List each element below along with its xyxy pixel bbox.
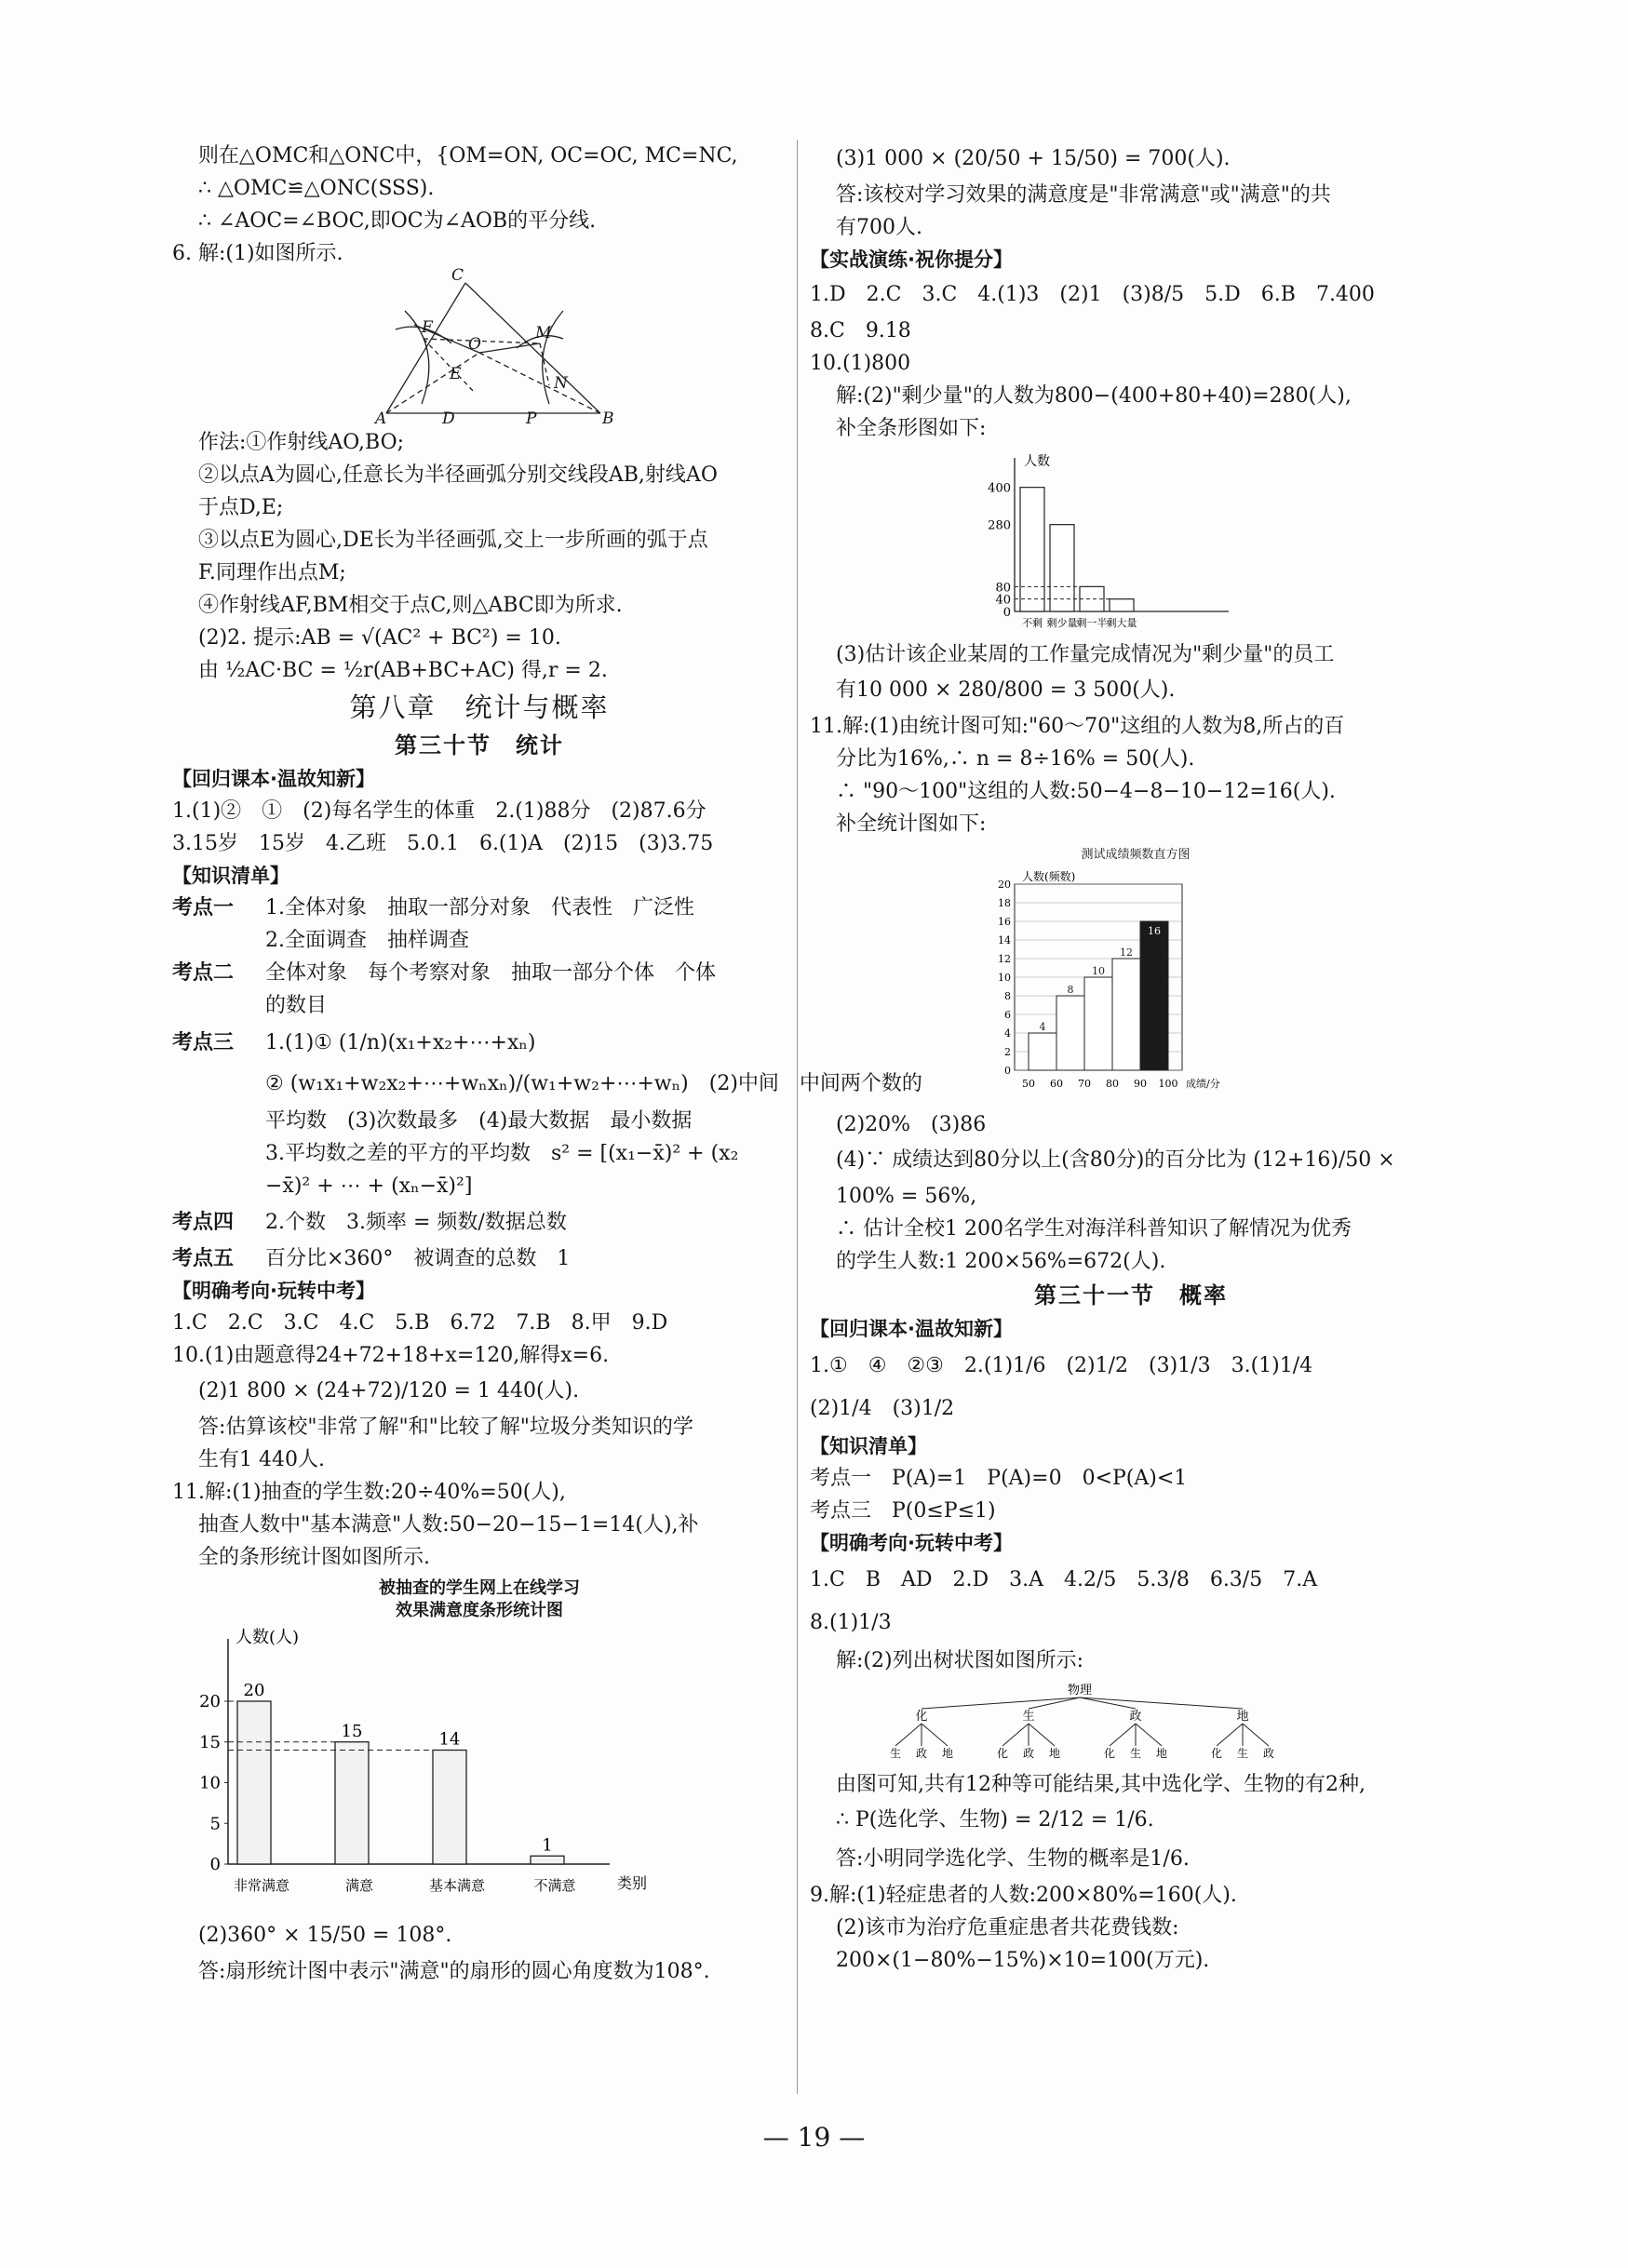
tree-leaf: 生 — [1236, 1747, 1249, 1760]
x-tick-label: 非常满意 — [233, 1877, 290, 1894]
text-line: 100% = 56%, — [836, 1185, 977, 1208]
point-label-d: D — [442, 409, 455, 428]
kp-line — [172, 1170, 787, 1202]
section-tag: 【实战演练·祝你提分】 — [810, 248, 1013, 271]
kp-text: 2.个数 3.频率 = 频数/数据总数 — [265, 1211, 567, 1234]
point-label-a: A — [375, 409, 387, 428]
chart-title: 测试成绩频数直方图 — [1081, 848, 1191, 862]
tree-svg — [810, 1681, 1452, 1765]
text-line: 8.(1)1/3 — [810, 1611, 892, 1634]
text-line: 作法:①作射线AO,BO; — [198, 431, 405, 454]
y-tick-label: 12 — [998, 953, 1011, 965]
y-tick-label: 280 — [988, 518, 1011, 533]
kp-text: 的数目 — [265, 994, 328, 1017]
y-tick-label: 15 — [199, 1732, 221, 1752]
chapter-title: 第八章 统计与概率 — [349, 691, 610, 723]
text-line: F.同理作出点M; — [198, 561, 346, 584]
text-line: 10.(1)由题意得24+72+18+x=120,解得x=6. — [172, 1344, 610, 1367]
text-line: ④作射线AF,BM相交于点C,则△ABC即为所求. — [198, 594, 623, 617]
text-line: ∴ ∠AOC=∠BOC,即OC为∠AOB的平分线. — [198, 209, 597, 233]
data-label: 16 — [1148, 925, 1161, 937]
tree-leaf: 化 — [996, 1747, 1009, 1760]
data-label: 4 — [1039, 1021, 1046, 1033]
chart-title: 被抽查的学生网上在线学习 效果满意度条形统计图 — [379, 1578, 580, 1620]
y-tick-label: 40 — [995, 593, 1011, 608]
section-tag: 【知识清单】 — [810, 1435, 927, 1457]
kp-line — [172, 892, 787, 924]
x-tick-label: 不剩 — [1022, 617, 1043, 629]
text-line: ∴ △OMC≌△ONC(SSS). — [198, 177, 435, 200]
bar — [1020, 488, 1044, 611]
data-label: 12 — [1120, 946, 1133, 959]
kp-text: 3.平均数之差的平方的平均数 s² = [(x₁−x̄)² + (x₂ — [265, 1142, 739, 1165]
text-line: 全的条形统计图如图所示. — [198, 1546, 430, 1569]
data-label: 10 — [1092, 965, 1105, 977]
text-line: 由 ½AC·BC = ½r(AB+BC+AC) 得,r = 2. — [198, 659, 608, 682]
y-axis-label: 人数 — [1024, 454, 1050, 469]
text-line: 1.C B AD 2.D 3.A 4.2/5 5.3/8 6.3/5 7.A — [810, 1568, 1318, 1591]
text-line: 有10 000 × 280/800 = 3 500(人). — [836, 678, 1176, 702]
text-line: 1.C 2.C 3.C 4.C 5.B 6.72 7.B 8.甲 9.D — [172, 1311, 668, 1335]
text-line: 解:(2)列出树状图如图所示: — [836, 1649, 1083, 1672]
bar — [433, 1751, 466, 1865]
bar — [335, 1742, 369, 1864]
tree-edge — [1136, 1724, 1162, 1746]
text-line: 由图可知,共有12种等可能结果,其中选化学、生物的有2种, — [836, 1773, 1366, 1796]
text-line: (2)1 800 × (24+72)/120 = 1 440(人). — [198, 1379, 580, 1402]
kp-line — [172, 1022, 787, 1064]
text-line: 1.① ④ ②③ 2.(1)1/6 (2)1/2 (3)1/3 3.(1)1/4 — [810, 1354, 1313, 1377]
y-tick-label: 16 — [998, 916, 1011, 928]
tree-edge — [922, 1724, 948, 1746]
chart3-svg — [810, 861, 1452, 1103]
text-line: ∴ "90～100"这组的人数:50−4−8−10−12=16(人). — [836, 780, 1336, 803]
kp-line — [172, 989, 787, 1022]
section-tag: 【明确考向·玩转中考】 — [172, 1280, 375, 1302]
satisfaction-bar-chart — [172, 1577, 787, 1912]
section-tag: 【回归课本·温故知新】 — [172, 768, 375, 790]
x-tick-label: 不满意 — [533, 1877, 576, 1894]
point-label-c: C — [451, 266, 464, 285]
tree-leaf: 化 — [1103, 1747, 1116, 1760]
y-tick-label: 4 — [1004, 1027, 1011, 1040]
tree-edge — [1029, 1724, 1055, 1746]
point-label-f: F — [422, 318, 433, 337]
y-tick-label: 20 — [998, 879, 1011, 891]
tree-root: 物理 — [1067, 1684, 1093, 1698]
kp-key: 考点三 — [172, 1030, 235, 1054]
text-line: 的学生人数:1 200×56%=672(人). — [836, 1250, 1166, 1273]
tree-edge — [1002, 1724, 1029, 1746]
kp-text: 全体对象 每个考察对象 抽取一部分个体 个体 — [265, 961, 717, 985]
text-line: 9.解:(1)轻症患者的人数:200×80%=160(人). — [810, 1884, 1237, 1907]
text-line: (2)该市为治疗危重症患者共花费钱数: — [836, 1916, 1179, 1939]
text-line: (3)1 000 × (20/50 + 15/50) = 700(人). — [836, 147, 1231, 170]
kp-line — [172, 1202, 787, 1242]
tree-leaf: 地 — [1048, 1747, 1061, 1760]
tree-leaf: 地 — [1155, 1747, 1168, 1760]
bar — [1110, 599, 1134, 611]
data-label: 20 — [243, 1681, 265, 1700]
kp-line — [172, 957, 787, 989]
kp-line — [172, 924, 787, 957]
data-label: 14 — [438, 1729, 461, 1750]
kp-key: 考点五 — [172, 1246, 235, 1270]
y-tick-label: 14 — [998, 934, 1011, 946]
tree-edge — [895, 1724, 922, 1746]
histogram-bar — [1056, 996, 1084, 1070]
text-line: 11.解:(1)抽查的学生数:20÷40%=50(人), — [172, 1481, 566, 1504]
y-tick-label: 8 — [1004, 990, 1011, 1002]
text-line: 答:扇形统计图中表示"满意"的扇形的圆心角度数为108°. — [198, 1960, 710, 1983]
score-histogram — [810, 844, 1452, 1105]
tree-edge — [1243, 1724, 1269, 1746]
x-axis-label: 成绩/分 — [1186, 1078, 1220, 1090]
y-tick-label: 5 — [209, 1814, 221, 1834]
tree-leaf: 政 — [1262, 1747, 1275, 1760]
x-tick-label: 60 — [1050, 1078, 1063, 1090]
text-line: 解:(2)"剩少量"的人数为800−(400+80+40)=280(人), — [836, 384, 1352, 408]
x-tick-label: 80 — [1106, 1078, 1119, 1090]
data-label: 1 — [542, 1835, 553, 1856]
section-title: 第三十节 统计 — [395, 732, 564, 758]
text-line: 于点D,E; — [198, 496, 284, 519]
text-line: 考点三 P(0≤P≤1) — [810, 1499, 996, 1523]
y-tick-label: 10 — [199, 1773, 221, 1793]
text-line: 答:估算该校"非常了解"和"比较了解"垃圾分类知识的学 — [198, 1416, 693, 1439]
y-tick-label: 2 — [1004, 1046, 1011, 1058]
tree-leaf: 生 — [1129, 1747, 1142, 1760]
y-axis-label: 人数(频数) — [1022, 870, 1076, 883]
workload-bar-chart — [810, 449, 1452, 635]
text-line: 1.(1)② ① (2)每名学生的体重 2.(1)88分 (2)87.6分 — [172, 799, 706, 823]
y-axis-label: 人数(人) — [235, 1628, 300, 1647]
x-tick-label: 50 — [1022, 1078, 1035, 1090]
text-line: 抽查人数中"基本满意"人数:50−20−15−1=14(人),补 — [198, 1513, 699, 1537]
tree-leaf: 政 — [1022, 1747, 1035, 1760]
text-line: 有700人. — [836, 216, 922, 239]
tree-branch: 政 — [1129, 1710, 1142, 1724]
kp-line — [172, 1064, 922, 1105]
x-tick-label: 100 — [1158, 1078, 1178, 1090]
y-tick-label: 0 — [1004, 1065, 1011, 1077]
kp-text: −x̄)² + ⋯ + (xₙ−x̄)²] — [265, 1174, 473, 1198]
text-line: 补全统计图如下: — [836, 812, 987, 836]
tree-leaf: 政 — [915, 1747, 928, 1760]
text-line: (4)∵ 成绩达到80分以上(含80分)的百分比为 (12+16)/50 × — [836, 1148, 1395, 1172]
x-tick-label: 满意 — [344, 1877, 374, 1894]
text-line: ③以点E为圆心,DE长为半径画弧,交上一步所画的弧于点 — [198, 529, 708, 552]
kp-text: 1.(1)① (1/n)(x₁+x₂+⋯+xₙ) — [265, 1031, 536, 1054]
kp-text: 1.全体对象 抽取一部分对象 代表性 广泛性 — [265, 896, 694, 919]
kp-key: 考点四 — [172, 1210, 235, 1234]
kp-key: 考点一 — [172, 895, 235, 919]
x-axis-label: 类别 — [617, 1874, 648, 1892]
y-tick-label: 80 — [995, 581, 1011, 596]
text-line: (3)估计该企业某周的工作量完成情况为"剩少量"的员工 — [836, 643, 1335, 666]
y-tick-label: 10 — [998, 972, 1011, 984]
kp-line — [172, 1242, 787, 1275]
text-line: 补全条形图如下: — [836, 417, 987, 440]
text-line: 8.C 9.18 — [810, 319, 911, 342]
text-line: 6. 解:(1)如图所示. — [172, 242, 343, 265]
text-line: ∴ 估计全校1 200名学生对海洋科普知识了解情况为优秀 — [836, 1217, 1352, 1241]
y-tick-label: 0 — [209, 1855, 221, 1874]
text-line: 考点一 P(A)=1 P(A)=0 0<P(A)<1 — [810, 1467, 1188, 1490]
bar — [531, 1856, 564, 1864]
data-label: 8 — [1067, 984, 1074, 996]
x-tick-label: 基本满意 — [428, 1877, 486, 1894]
tree-diagram — [810, 1681, 1452, 1765]
text-line: 3.15岁 15岁 4.乙班 5.0.1 6.(1)A (2)15 (3)3.75 — [172, 832, 714, 855]
tree-edge — [1110, 1724, 1136, 1746]
x-tick-label: 剩一半 — [1076, 617, 1108, 629]
histogram-bar — [1112, 959, 1140, 1070]
point-label-p: P — [526, 409, 537, 428]
tree-branch: 化 — [915, 1710, 928, 1724]
text-line: 11.解:(1)由统计图可知:"60～70"这组的人数为8,所占的百 — [810, 715, 1345, 738]
text-line: 答:小明同学选化学、生物的概率是1/6. — [836, 1847, 1190, 1871]
point-label-b: B — [602, 409, 614, 428]
kp-line — [172, 1137, 787, 1170]
text-line: 10.(1)800 — [810, 352, 911, 375]
section-tag: 【明确考向·玩转中考】 — [810, 1532, 1013, 1554]
point-label-m: M — [535, 324, 552, 342]
histogram-bar — [1084, 977, 1112, 1070]
tree-branch: 生 — [1022, 1710, 1035, 1724]
y-tick-label: 20 — [199, 1692, 221, 1711]
text-line: (2)2. 提示:AB = √(AC² + BC²) = 10. — [198, 626, 561, 650]
x-tick-label: 剩少量 — [1046, 617, 1078, 629]
text-line: (2)360° × 15/50 = 108°. — [198, 1924, 452, 1947]
text-line: (2)1/4 (3)1/2 — [810, 1397, 955, 1420]
tree-leaf: 地 — [941, 1747, 954, 1760]
kp-line — [172, 1105, 787, 1137]
chart1-svg — [172, 1622, 787, 1911]
kp-text: 平均数 (3)次数最多 (4)最大数据 最小数据 — [265, 1109, 693, 1133]
tree-leaf: 化 — [1210, 1747, 1223, 1760]
tree-edge — [1080, 1698, 1243, 1709]
x-tick-label: 90 — [1134, 1078, 1147, 1090]
data-label: 15 — [341, 1721, 363, 1741]
chart2-svg — [810, 449, 1452, 635]
kp-text: 2.全面调查 抽样调查 — [265, 929, 469, 952]
kp-text: 百分比×360° 被调查的总数 1 — [265, 1247, 571, 1270]
x-tick-label: 剩大量 — [1106, 617, 1137, 629]
text-line: 200×(1−80%−15%)×10=100(万元). — [836, 1949, 1210, 1972]
bar — [237, 1701, 271, 1864]
y-tick-label: 18 — [998, 897, 1011, 909]
text-line: (2)20% (3)86 — [836, 1113, 987, 1136]
section-tag: 【知识清单】 — [172, 865, 289, 887]
bar — [1050, 525, 1074, 611]
kp-key: 考点二 — [172, 960, 235, 985]
text-line: ②以点A为圆心,任意长为半径画弧分别交线段AB,射线AO — [198, 463, 718, 487]
text-line: 则在△OMC和△ONC中，{OM=ON, OC=OC, MC=NC, — [198, 144, 738, 168]
y-tick-label: 6 — [1004, 1009, 1011, 1021]
histogram-bar — [1029, 1033, 1056, 1070]
construction-figure — [172, 266, 787, 428]
text-line: 1.D 2.C 3.C 4.(1)3 (2)1 (3)8/5 5.D 6.B 7.400 — [810, 283, 1375, 306]
text-line: ∴ P(选化学、生物) = 2/12 = 1/6. — [836, 1808, 1154, 1832]
y-tick-label: 400 — [988, 481, 1011, 496]
point-label-o: O — [468, 335, 481, 354]
text-line: 答:该校对学习效果的满意度是"非常满意"或"满意"的共 — [836, 183, 1331, 207]
tree-edge — [1217, 1724, 1243, 1746]
text-line: 分比为16%,∴ n = 8÷16% = 50(人). — [836, 747, 1195, 771]
text-line: 生有1 440人. — [198, 1448, 325, 1471]
point-label-e: E — [450, 365, 462, 383]
column-divider — [797, 140, 798, 2094]
section-title: 第三十一节 概率 — [1034, 1282, 1228, 1308]
page-number: — 19 — — [762, 2122, 866, 2153]
histogram-bar — [1140, 921, 1168, 1070]
y-tick-label: 0 — [1002, 606, 1011, 620]
point-label-n: N — [554, 374, 568, 393]
right-column — [810, 140, 1452, 1977]
x-tick-label: 70 — [1078, 1078, 1091, 1090]
tree-branch: 地 — [1236, 1710, 1249, 1724]
kp-text: ② (w₁x₁+w₂x₂+⋯+wₙxₙ)/(w₁+w₂+⋯+wₙ) (2)中间 中间两个数的 — [265, 1072, 922, 1095]
tree-leaf: 生 — [889, 1747, 902, 1760]
section-tag: 【回归课本·温故知新】 — [810, 1318, 1013, 1340]
